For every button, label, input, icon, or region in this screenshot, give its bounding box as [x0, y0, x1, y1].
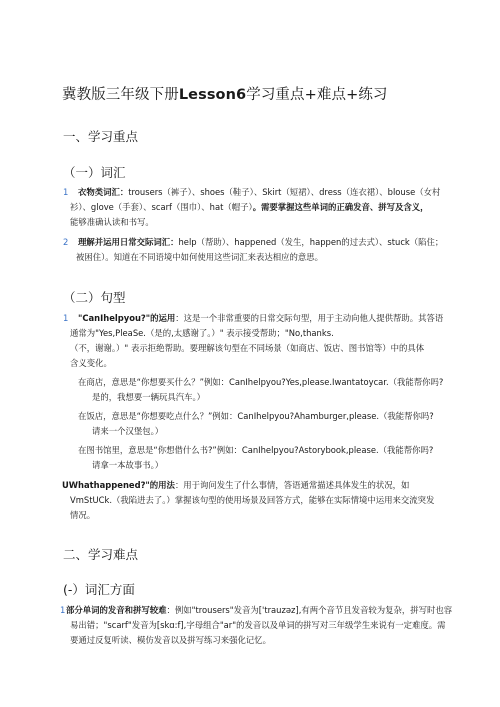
sentence-item1-line2: 通常为"Yes,PleaSe.（是的,太感谢了。）" 表示接受帮助；"No,thanks. — [70, 328, 334, 338]
difficulty-item1-line1 — [66, 605, 452, 616]
sentence-item2-line1 — [62, 480, 409, 491]
vocab-item1-number: 1 — [63, 187, 69, 197]
difficulty-item1-number: 1 — [60, 605, 66, 615]
document-title — [62, 83, 388, 104]
vocab-item2-text1: help（帮助）、happened（发生，happen的过去式）、stuck（陷住； — [178, 237, 444, 247]
example2-line1: 在饭店，意思是“你想要吃点什么？”例如：CanIhelpyou?Ahamburger,please.（我能帮你吗? — [78, 411, 434, 421]
vocab-item1-line3: 能够准确认读和书写。 — [70, 217, 154, 227]
difficulty-vocab-heading: (-）词汇方面 — [63, 582, 135, 597]
example1-line2: 是的，我想要一辆玩具汽车。） — [92, 392, 206, 402]
vocab-item1-line2 — [70, 202, 429, 213]
title-prefix: 冀教版三年级下册 — [62, 87, 179, 103]
sentence-item1-number: 1 — [63, 313, 69, 323]
section2-heading: 二、学习难点 — [63, 547, 139, 562]
difficulty-item1-line3: 要通过反复听读、模仿发音以及拼写练习来强化记忆。 — [70, 635, 271, 645]
difficulty-item1-bold: 部分单词的发音和拼写较难 — [66, 605, 167, 615]
vocab-item1-bold: 衣物类词汇： — [78, 187, 129, 197]
vocab-item1-text2b: 。需要掌握这些单词的正确发音、拼写及含义， — [252, 202, 429, 212]
vocab-heading: （一）词汇 — [63, 165, 126, 180]
sentence-item2-line3: 情况。 — [70, 510, 96, 520]
sentence-item2-text1: ：用于询问发生了什么事情，答语通常描述具体发生的状况，如 — [174, 480, 410, 490]
title-suffix: 学习重点+难点+练习 — [246, 87, 388, 103]
sentence-heading: （二）句型 — [63, 290, 126, 305]
difficulty-item1-line2: 易出错；"scarf"发音为[skɑ:f],字母组合"ar"的发音以及单词的拼写对三年级学生来说有一定难度。需 — [70, 620, 446, 630]
example3-line2: 请拿一本故事书。） — [92, 460, 164, 470]
example3-line1: 在图书馆里，意思是“你想借什么书?”例如：CanIhelpyou?Astorybook,please.（我能帮你吗? — [78, 445, 434, 455]
vocab-item2-bold: 理解并运用日常交际词汇： — [78, 237, 179, 247]
sentence-item2-line2: VmStUCk.（我陷进去了。）掌握该句型的使用场景及回答方式，能够在实际情境中运用来交流突发 — [70, 495, 435, 505]
example2-line2: 请来一个汉堡包。） — [92, 426, 164, 436]
vocab-item1-text1: trousers（裤子）、shoes（鞋子）、Skirt（短裙）、dress（连衣裙）、blouse（女村 — [128, 187, 441, 197]
vocab-item1-line1 — [78, 187, 440, 198]
title-bold: Lesson6 — [178, 87, 247, 103]
example1-line1: 在商店，意思是“你想要买什么？”例如：CanIhelpyou?Yes,please.Iwantatoycar.（我能帮你吗? — [78, 377, 444, 387]
section1-heading: 一、学习重点 — [63, 129, 139, 144]
sentence-item1-line3: （不，谢谢。）" 表示拒绝帮助。要理解该句型在不同场景（如商店、饭店、图书馆等）中的具体 — [70, 343, 425, 353]
vocab-item2-number: 2 — [63, 237, 69, 247]
sentence-item1-bold: "CanIhelpyou?"的运用 — [78, 313, 176, 323]
vocab-item2-line1 — [78, 237, 443, 248]
sentence-item1-line1 — [78, 313, 443, 324]
vocab-item1-text2a: 衫）、glove（手套）、scarf（围巾）、hat（帽子） — [70, 202, 253, 212]
sentence-item2-bold: UWhathappened?"的用法 — [62, 480, 175, 490]
sentence-item1-line4: 含义变化。 — [70, 358, 112, 368]
sentence-item1-text1: ：这是一个非常重要的日常交际句型，用于主动向他人提供帮助。其答语 — [175, 313, 444, 323]
vocab-item2-line2: 被困住）。知道在不同语境中如何使用这些词汇来表达相应的意思。 — [76, 252, 324, 262]
difficulty-item1-text1: ：例如"trousers"发音为['trauzəz],有两个音节且发音较为复杂，拼写时也容 — [166, 605, 453, 615]
